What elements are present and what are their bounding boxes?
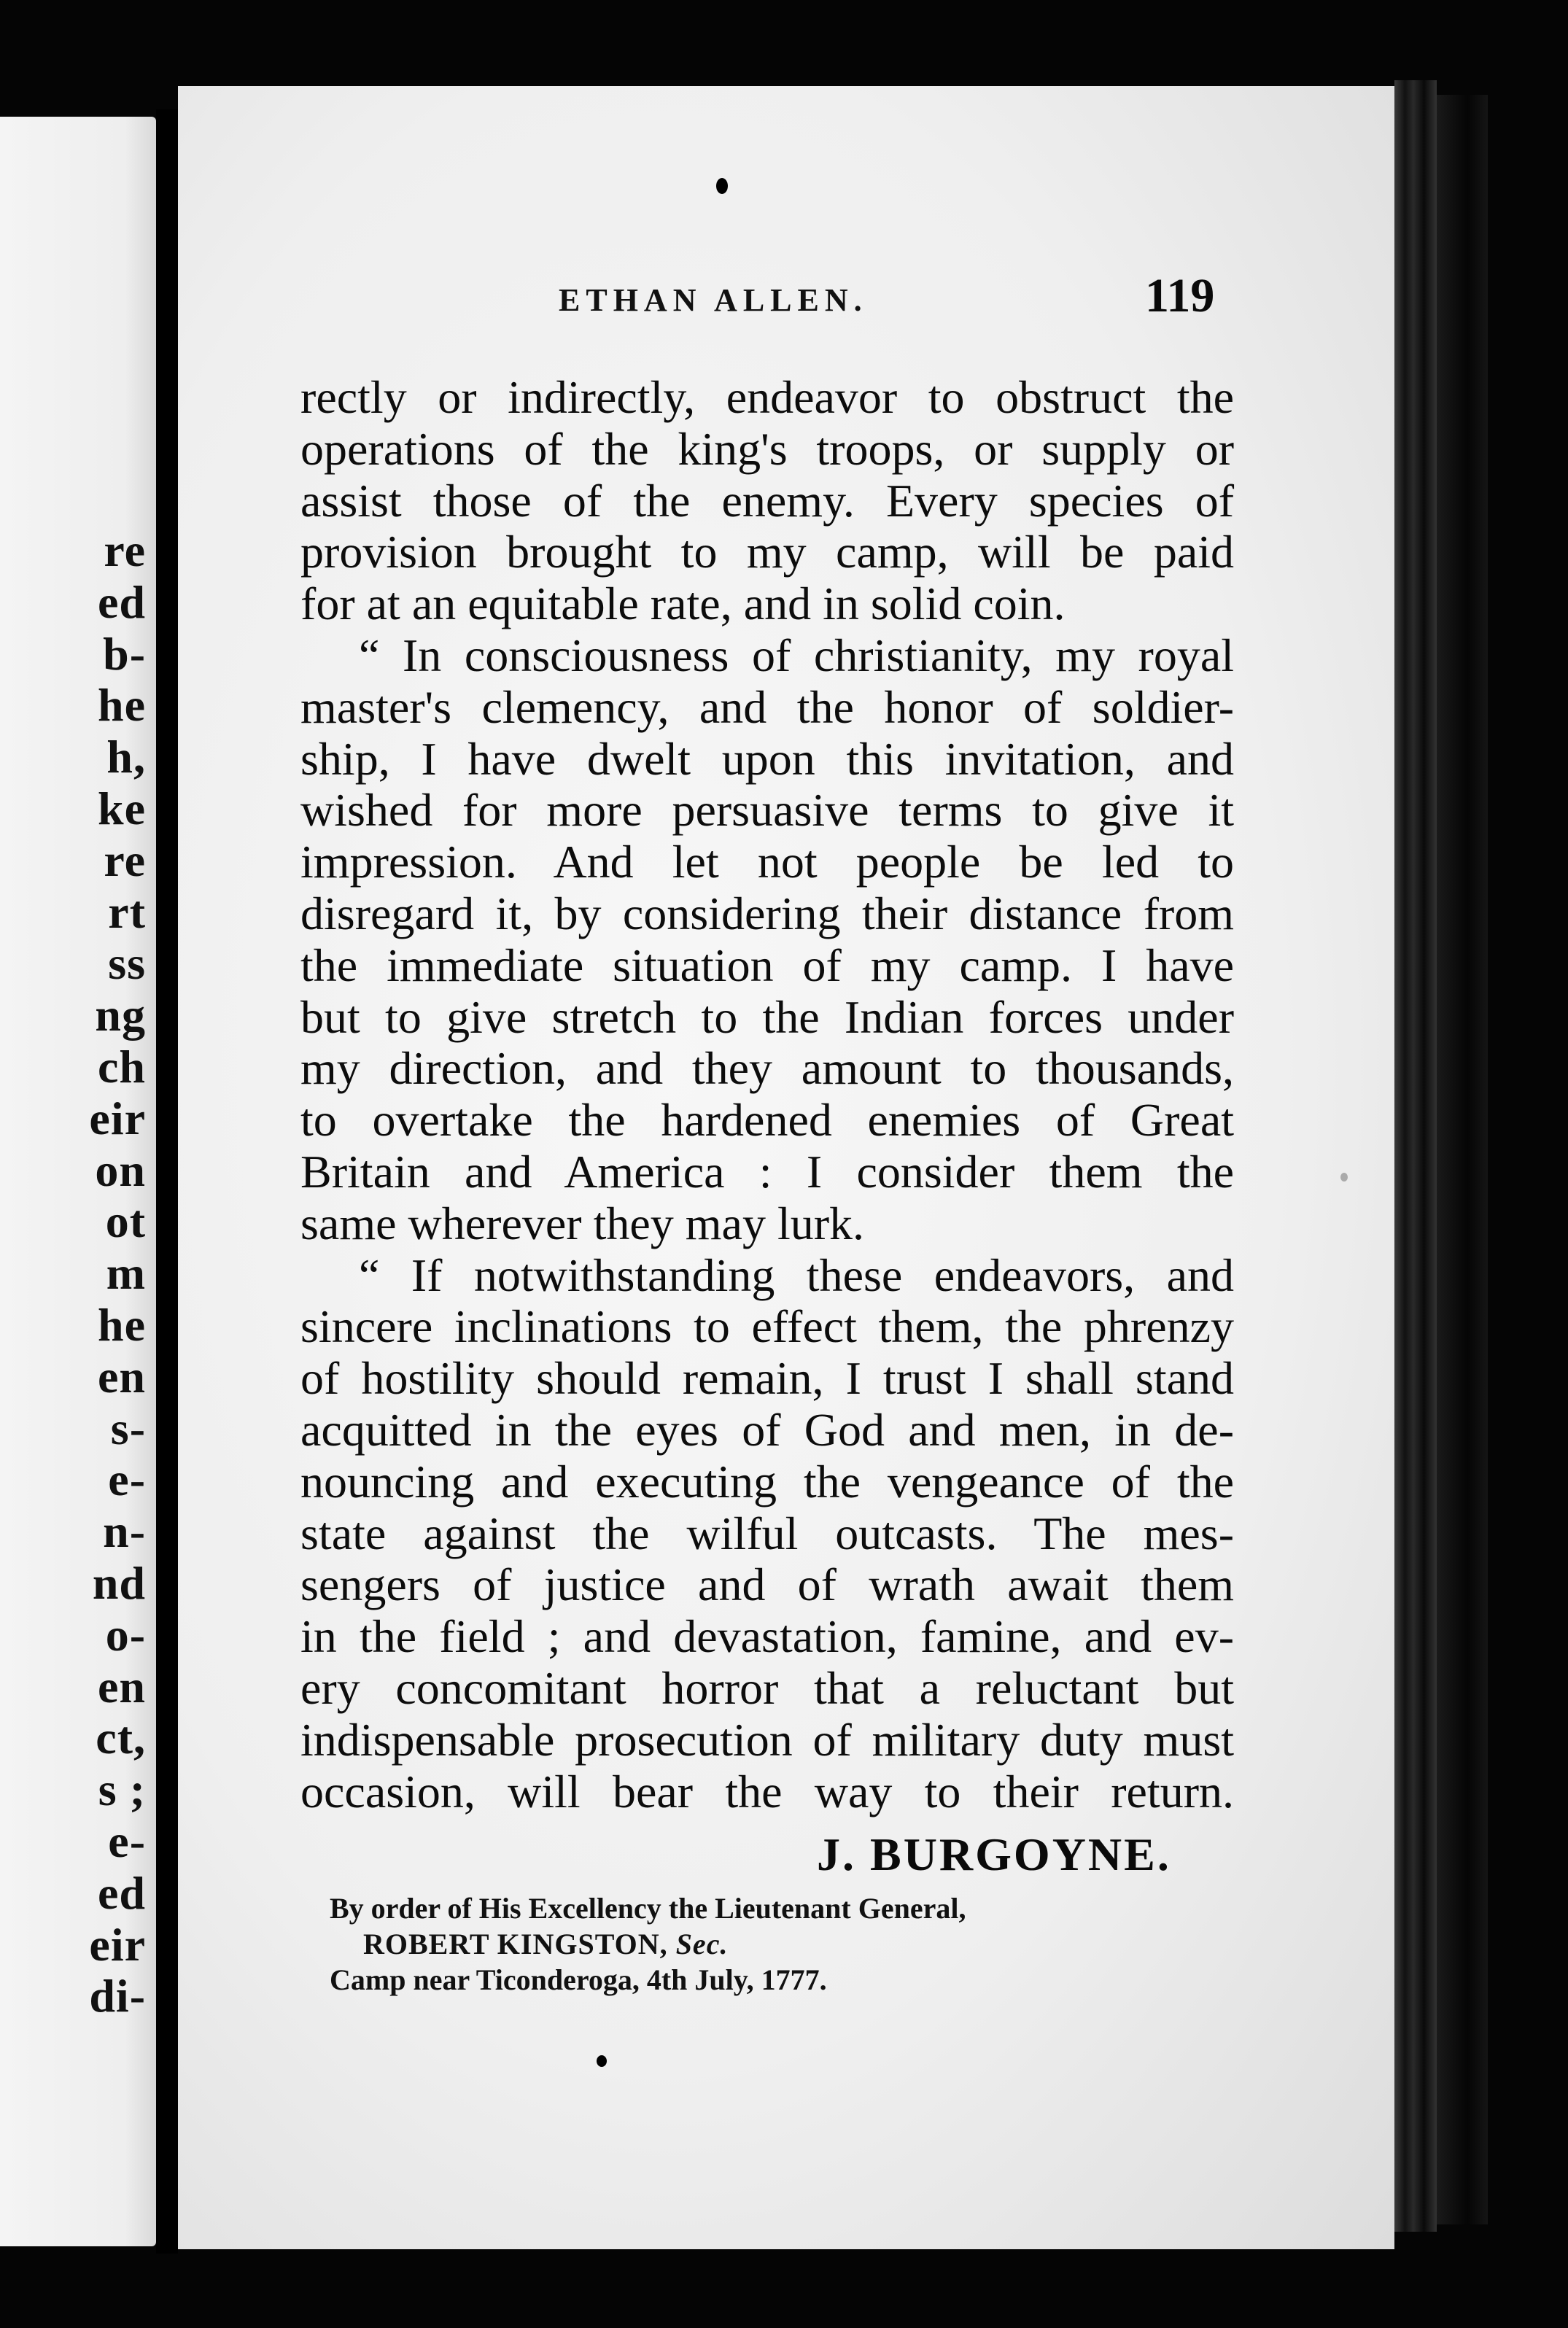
fragment: on <box>95 1144 146 1196</box>
text-line: sincere inclinations to effect them, the phrenzy <box>300 1300 1234 1353</box>
text-line: ery concomitant horror that a reluctant but <box>300 1661 1234 1714</box>
running-head-title: ETHAN ALLEN. <box>559 282 868 318</box>
fragment: rt <box>108 886 146 938</box>
fragment: h, <box>106 732 146 783</box>
fragment: s- <box>110 1402 146 1454</box>
place-date-line: Camp near Ticonderoga, 4th July, 1777. <box>330 1963 827 1996</box>
fragment: e- <box>108 1815 146 1867</box>
fragment: ke <box>98 783 146 834</box>
signature: J. BURGOYNE. <box>817 1828 1171 1880</box>
ink-speck <box>1340 1173 1348 1182</box>
fragment: he <box>98 1299 146 1351</box>
facing-page-edge <box>0 117 156 2246</box>
text-line: “ In consciousness of christianity, my royal <box>359 629 1234 681</box>
fragment: en <box>98 1351 146 1402</box>
text-line: of hostility should remain, I trust I shall stand <box>300 1352 1234 1405</box>
text-line: to overtake the hardened enemies of Great <box>300 1094 1234 1146</box>
ink-speck <box>597 2055 607 2067</box>
page-stack-edge <box>1394 80 1437 2232</box>
text-line: nouncing and executing the vengeance of the <box>300 1455 1234 1508</box>
fragment: eir <box>89 1093 146 1144</box>
text-line: occasion, will bear the way to their return. <box>300 1765 1234 1817</box>
fragment: re <box>104 525 146 576</box>
fragment: m <box>106 1248 146 1300</box>
text-line: sengers of justice and of wrath await them <box>300 1559 1234 1611</box>
text-line: wished for more persuasive terms to give it <box>300 784 1234 837</box>
fragment: n- <box>103 1506 146 1558</box>
text-line: but to give stretch to the Indian forces under <box>300 990 1234 1043</box>
running-header <box>178 268 1394 334</box>
fragment: ch <box>98 1041 146 1093</box>
fragment: ng <box>95 990 146 1041</box>
fragment: o- <box>105 1609 146 1661</box>
fragment: ot <box>105 1196 146 1248</box>
text-line: assist those of the enemy. Every species of <box>300 474 1234 527</box>
text-line: indispensable prosecution of military duty must <box>300 1713 1234 1766</box>
text-line: acquitted in the eyes of God and men, in de- <box>300 1403 1234 1456</box>
fragment: b- <box>103 628 146 680</box>
fragment: nd <box>92 1557 146 1609</box>
fragment: ed <box>98 1867 146 1919</box>
text-line: the immediate situation of my camp. I have <box>300 939 1234 991</box>
text-line: rectly or indirectly, endeavor to obstruct the <box>300 371 1234 423</box>
text-line: ship, I have dwelt upon this invitation, and <box>300 732 1234 785</box>
fragment: ss <box>108 938 146 990</box>
text-line: in the field ; and devastation, famine, and ev- <box>300 1610 1234 1663</box>
text-line: disregard it, by considering their distance from <box>300 887 1234 939</box>
secretary-name: ROBERT KINGSTON, <box>363 1928 668 1960</box>
fragment: s ; <box>98 1764 146 1816</box>
fragment: e- <box>108 1454 146 1506</box>
text-line: master's clemency, and the honor of soldier- <box>300 680 1234 733</box>
text-line: for at an equitable rate, and in solid coin. <box>300 578 1066 630</box>
facing-page-text-fragments <box>0 525 146 2022</box>
text-line: operations of the king's troops, or supply or <box>300 422 1234 475</box>
secretary-title: Sec. <box>675 1928 729 1960</box>
fragment: he <box>98 680 146 732</box>
book-cover-edge <box>1437 95 1488 2224</box>
page-number: 119 <box>1145 269 1215 322</box>
ink-speck <box>716 178 728 194</box>
text-line: “ If notwithstanding these endeavors, and <box>359 1249 1234 1301</box>
fragment: di- <box>89 1971 146 2022</box>
text-line: impression. And let not people be led to <box>300 836 1234 888</box>
fragment: re <box>104 834 146 886</box>
text-line: provision brought to my camp, will be paid <box>300 526 1234 578</box>
fragment: ed <box>98 576 146 628</box>
text-line: my direction, and they amount to thousands, <box>300 1042 1234 1095</box>
fragment: en <box>98 1661 146 1712</box>
fragment: eir <box>89 1919 146 1971</box>
secretary-line <box>330 1926 1205 1962</box>
text-line: state against the wilful outcasts. The mes- <box>300 1507 1234 1559</box>
order-line: By order of His Excellency the Lieutenant General, <box>330 1892 966 1925</box>
body-text <box>300 372 1234 1817</box>
text-line: same wherever they may lurk. <box>300 1197 865 1249</box>
book-gutter <box>156 109 178 2254</box>
footer-notes <box>330 1890 1205 1998</box>
text-line: Britain and America : I consider them the <box>300 1145 1234 1198</box>
fragment: ct, <box>96 1712 146 1764</box>
